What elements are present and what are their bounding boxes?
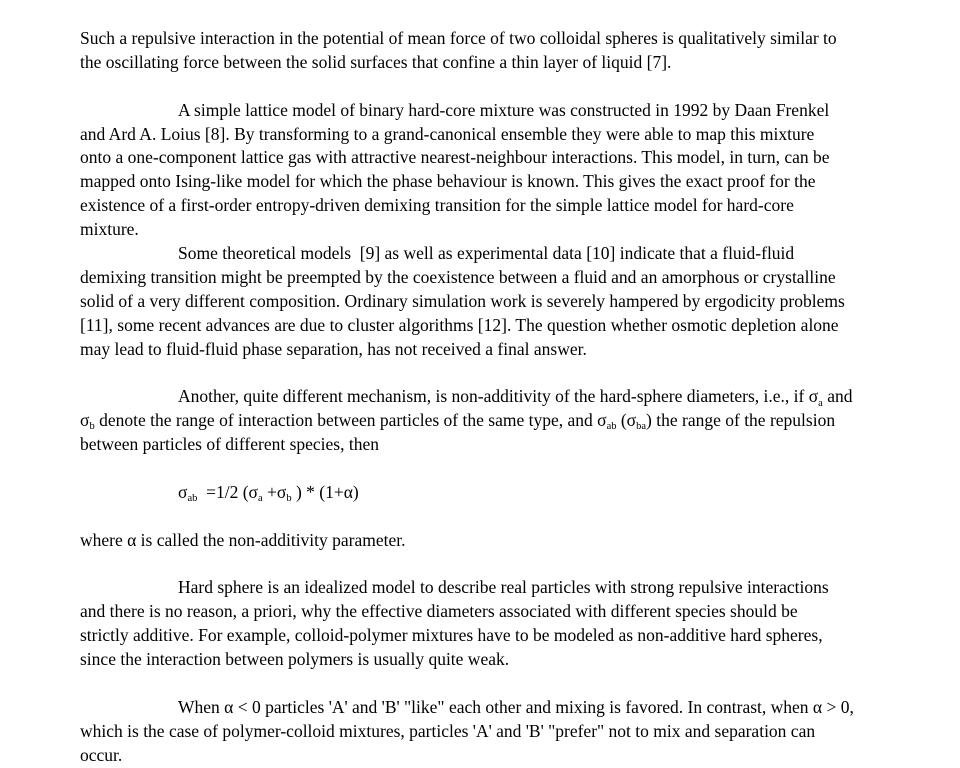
text-line: Hard sphere is an idealized model to describe real particles with strong repulsive interactions bbox=[178, 577, 829, 598]
paragraph bbox=[80, 576, 910, 672]
subscript: ab bbox=[606, 421, 617, 433]
subscript: b bbox=[89, 421, 95, 433]
text-line: and Ard A. Loius [8]. By transforming to a grand-canonical ensemble they were able to map this mixture bbox=[80, 123, 815, 144]
text-line: Another, quite different mechanism, is non-additivity of the hard-sphere diameters, i.e., if $\sigma_a$ and bbox=[178, 386, 853, 409]
text-line: demixing transition might be preempted by the coexistence between a fluid and an amorphous or crystalline bbox=[80, 266, 836, 287]
text-line: between particles of different species, then bbox=[80, 434, 379, 455]
text-line: [11], some recent advances are due to cluster algorithms [12]. The question whether osmotic depletion alone bbox=[80, 314, 839, 335]
text-line: the oscillating force between the solid surfaces that confine a thin layer of liquid [7]. bbox=[80, 51, 672, 72]
text-line: A simple lattice model of binary hard-core mixture was constructed in 1992 by Daan Frenkel bbox=[178, 99, 830, 120]
text-line: occur. bbox=[80, 744, 123, 765]
text-line: existence of a first-order entropy-driven demixing transition for the simple lattice model for hard-core bbox=[80, 195, 794, 216]
text-line: solid of a very different composition. Ordinary simulation work is severely hampered by ergodicity problems bbox=[80, 290, 845, 311]
document-body bbox=[80, 27, 910, 768]
paragraph bbox=[80, 27, 910, 75]
text-line: mixture. bbox=[80, 219, 139, 240]
paragraph bbox=[80, 385, 910, 457]
text-line: $\sigma_{ab} =1/2$ ($\sigma_a +\sigma_b$ ) * (1+α) bbox=[178, 481, 359, 505]
subscript: a bbox=[818, 397, 823, 409]
subscript: ab bbox=[187, 493, 198, 505]
text-line: mapped onto Ising-like model for which the phase behaviour is known. This gives the exact proof for the bbox=[80, 171, 816, 192]
text-line: may lead to fluid-fluid phase separation, has not received a final answer. bbox=[80, 338, 587, 359]
text-line: Some theoretical models [9] as well as experimental data [10] indicate that a fluid-fluid bbox=[178, 243, 795, 264]
text-line: onto a one-component lattice gas with attractive nearest-neighbour interactions. This model, in turn, can be bbox=[80, 147, 830, 168]
subscript: a bbox=[257, 493, 263, 505]
paragraph bbox=[80, 696, 910, 768]
text-line: When α < 0 particles 'A' and 'B' "like" each other and mixing is favored. In contrast, when α > 0, bbox=[178, 696, 854, 717]
text-line: $\sigma_b$ denote the range of interaction between particles of the same type, and $\sigma_{ab}$ $(\sigma_{ba})$ the range of the repulsion bbox=[80, 410, 836, 433]
equation bbox=[80, 481, 910, 505]
paragraph bbox=[80, 529, 910, 553]
paragraph bbox=[80, 99, 910, 242]
subscript: b bbox=[286, 493, 292, 505]
text-line: Such a repulsive interaction in the potential of mean force of two colloidal spheres is qualitatively similar to bbox=[80, 28, 837, 48]
text-line: since the interaction between polymers is usually quite weak. bbox=[80, 649, 510, 670]
text-line: which is the case of polymer-colloid mixtures, particles 'A' and 'B' "prefer" not to mix and separation can bbox=[80, 720, 816, 741]
text-line: strictly additive. For example, colloid-polymer mixtures have to be modeled as non-additive hard spheres, bbox=[80, 625, 823, 646]
text-line: and there is no reason, a priori, why the effective diameters associated with different species should be bbox=[80, 601, 798, 622]
paragraph bbox=[80, 242, 910, 361]
subscript: ba bbox=[636, 421, 647, 433]
text-line: where α is called the non-additivity parameter. bbox=[80, 529, 406, 550]
